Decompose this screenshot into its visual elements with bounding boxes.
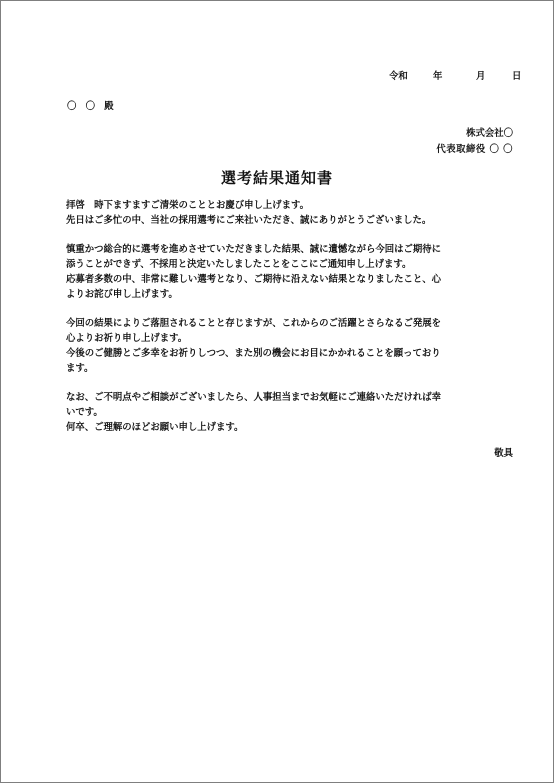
document-title: 選考結果通知書: [220, 169, 333, 187]
letter-body: [66, 198, 516, 449]
body-line: 慎重かつ総合的に選考を進めさせていただきました結果、誠に遺憾ながら今回はご期待に: [66, 244, 442, 255]
date-year: 年: [433, 71, 443, 82]
body-line: いです。: [66, 407, 103, 418]
body-line: 拝啓 時下ますますご清栄のこととお慶び申し上げます。: [66, 200, 310, 211]
body-line: なお、ご不明点やご相談がございましたら、人事担当までお気軽にご連絡いただければ幸: [66, 392, 442, 403]
body-line: 添うことができず、不採用と決定いたしましたことをここにご通知申し上げます。: [66, 259, 412, 270]
sender-company: 株式会社〇: [466, 128, 513, 139]
body-line: 何卒、ご理解のほどお願い申し上げます。: [66, 422, 244, 433]
date-line: [389, 68, 521, 82]
paragraph-result: [66, 242, 516, 302]
body-line: 心よりお祈り申し上げます。: [66, 333, 188, 344]
body-line: 今回の結果によりご落胆されることと存じますが、これからのご活躍とさらなるご発展を: [66, 318, 442, 329]
body-line: 応募者多数の中、非常に難しい選考となり、ご期待に沿えない結果となりましたこと、心: [66, 274, 442, 285]
addressee: 〇 〇 殿: [67, 101, 117, 112]
date-era: 令和: [389, 71, 408, 82]
body-line: 今後のご健勝とご多幸をお祈りしつつ、また別の機会にお目にかかれることを願っており: [66, 348, 441, 359]
closing-remark: 敬具: [494, 448, 513, 459]
sender-representative: 代表取締役 〇 〇: [436, 144, 513, 155]
paragraph-greeting: [66, 198, 516, 228]
body-line: ます。: [66, 363, 94, 374]
date-day: 日: [512, 71, 522, 82]
body-line: 先日はご多忙の中、当社の採用選考にご来社いただき、誠にありがとうございました。: [66, 215, 432, 226]
body-line: よりお詫び申し上げます。: [66, 289, 178, 300]
paragraph-wishes: [66, 316, 516, 376]
paragraph-contact: [66, 390, 516, 435]
date-month: 月: [476, 71, 486, 82]
